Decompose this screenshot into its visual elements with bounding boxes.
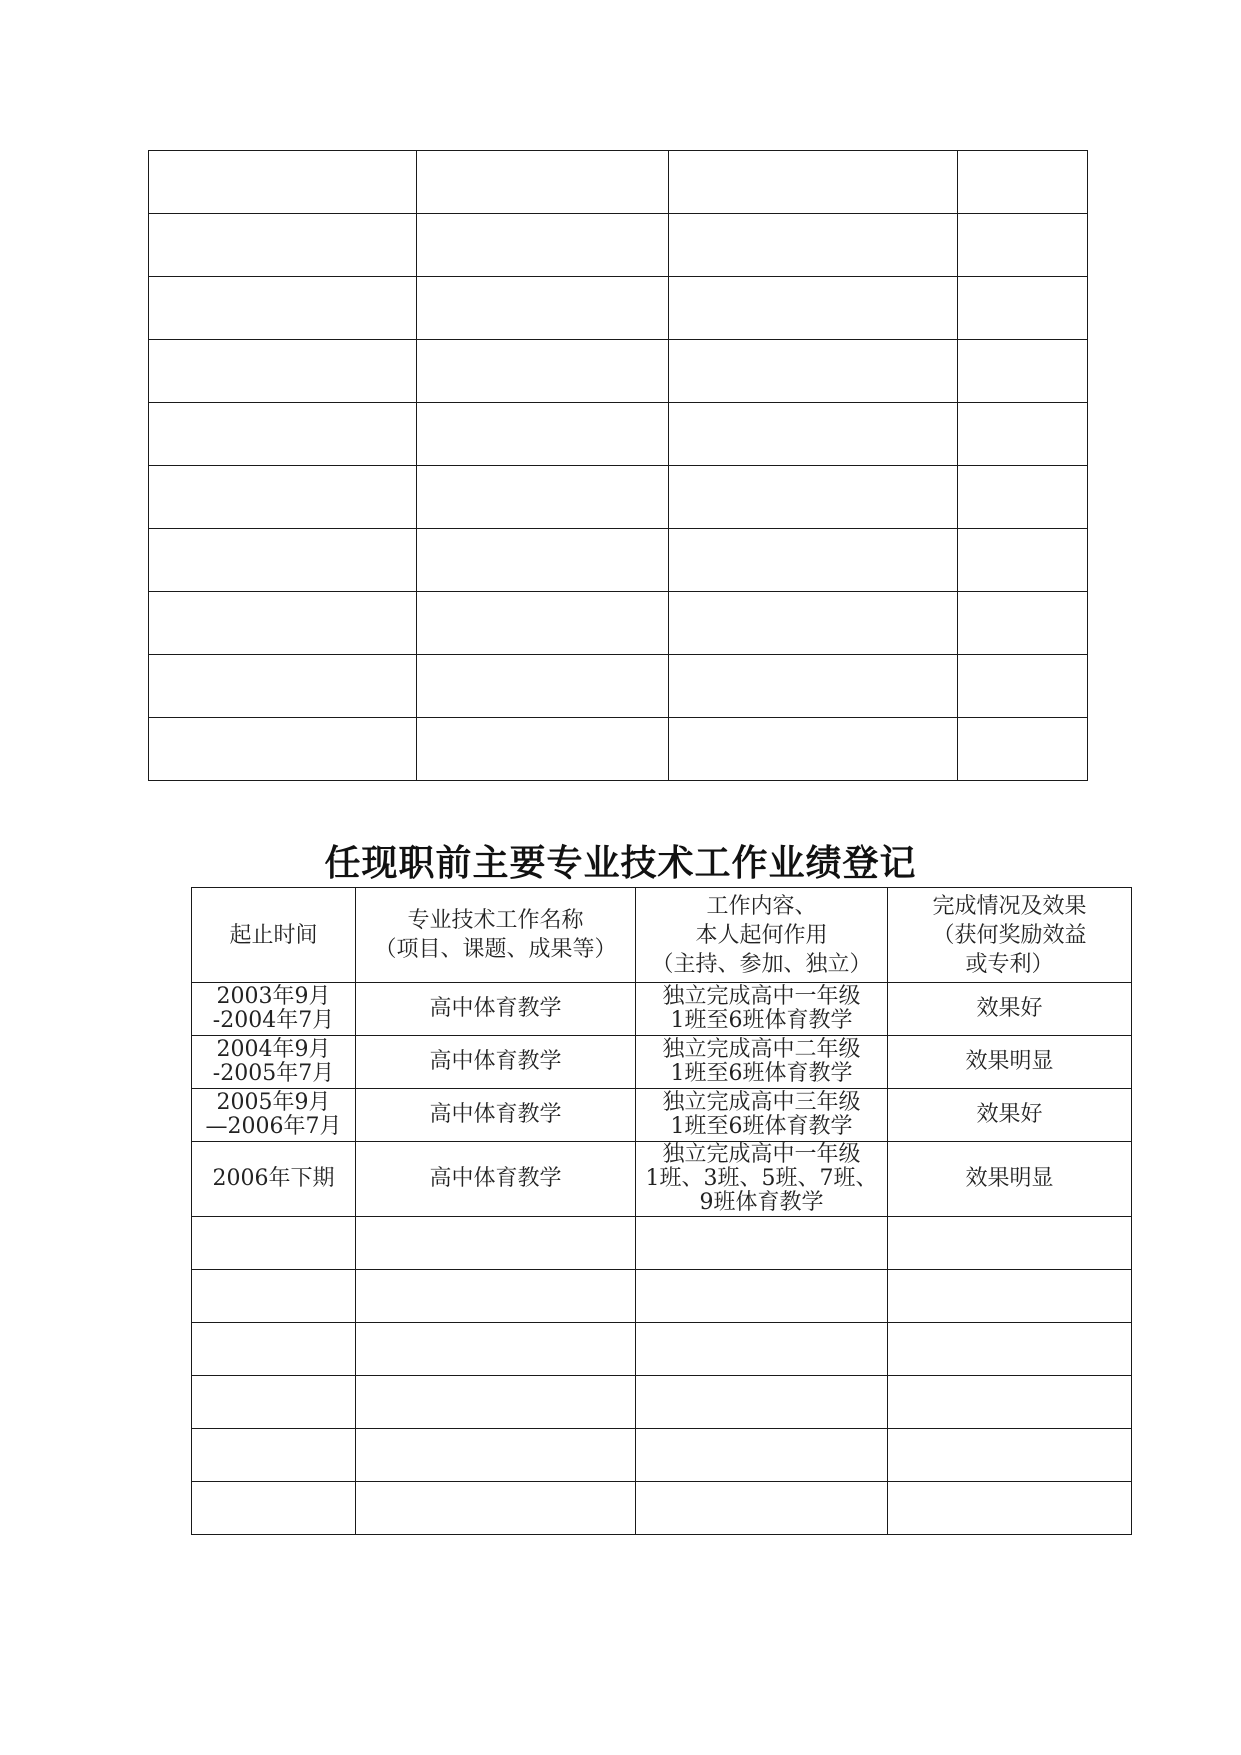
table-cell (888, 1482, 1132, 1535)
table-cell (669, 277, 958, 340)
table-cell (669, 340, 958, 403)
header-line: （主持、参加、独立） (651, 951, 872, 977)
table-cell (958, 151, 1088, 214)
cell-line: 独立完成高中二年级 (662, 1037, 861, 1062)
table-cell (417, 655, 669, 718)
table-cell (636, 1429, 888, 1482)
table-cell (417, 466, 669, 529)
cell-line: 独立完成高中一年级 (662, 984, 861, 1009)
top-blank-table (148, 150, 1088, 781)
table-cell (669, 403, 958, 466)
header-line: 本人起何作用 (695, 922, 828, 948)
table-row (192, 1323, 1132, 1376)
table-header-row (192, 888, 1132, 983)
table-cell (958, 340, 1088, 403)
header-work-name (356, 888, 636, 983)
table-row (149, 340, 1088, 403)
table-cell (149, 466, 417, 529)
table-cell (669, 466, 958, 529)
cell-line: —2006年7月 (205, 1114, 342, 1139)
table-row (192, 983, 1132, 1036)
table-cell (192, 1482, 356, 1535)
table-cell (417, 592, 669, 655)
table-cell (149, 403, 417, 466)
table-cell (636, 1376, 888, 1429)
table-cell (417, 529, 669, 592)
cell-content (636, 1036, 888, 1089)
table-cell (669, 214, 958, 277)
table-row (149, 529, 1088, 592)
table-row (192, 1429, 1132, 1482)
table-cell (356, 1323, 636, 1376)
header-line: 专业技术工作名称 (407, 908, 584, 933)
cell-line: 2005年9月 (216, 1090, 331, 1115)
table-cell (149, 529, 417, 592)
header-line: （项目、课题、成果等） (374, 937, 617, 962)
table-row (149, 718, 1088, 781)
table-cell (958, 214, 1088, 277)
cell-line: -2005年7月 (212, 1061, 335, 1086)
cell-line: 独立完成高中一年级 (662, 1142, 861, 1167)
table-cell (888, 1376, 1132, 1429)
table-cell (636, 1482, 888, 1535)
table-cell (958, 466, 1088, 529)
cell-content (636, 1089, 888, 1142)
cell-result: 效果好 (888, 983, 1132, 1036)
header-line: 完成情况及效果 (932, 893, 1087, 919)
cell-name: 高中体育教学 (356, 983, 636, 1036)
table-cell (888, 1429, 1132, 1482)
table-cell (149, 151, 417, 214)
table-cell (669, 718, 958, 781)
table-cell (636, 1270, 888, 1323)
section-title: 任现职前主要专业技术工作业绩登记 (324, 842, 917, 884)
header-result (888, 888, 1132, 983)
table-row (149, 592, 1088, 655)
table-cell (888, 1217, 1132, 1270)
cell-period (192, 1142, 356, 1217)
table-row (192, 1482, 1132, 1535)
table-cell (149, 592, 417, 655)
table-cell (417, 403, 669, 466)
table-cell (149, 277, 417, 340)
cell-line: 1班、3班、5班、7班、 (645, 1166, 878, 1191)
table-cell (356, 1482, 636, 1535)
cell-line: 2004年9月 (216, 1037, 331, 1062)
table-row (192, 1376, 1132, 1429)
header-line: 或专利） (965, 951, 1054, 977)
table-row (192, 1270, 1132, 1323)
table-cell (149, 340, 417, 403)
table-row (149, 214, 1088, 277)
cell-result: 效果明显 (888, 1142, 1132, 1217)
table-cell (669, 151, 958, 214)
table-cell (958, 277, 1088, 340)
table-cell (888, 1323, 1132, 1376)
table-cell (356, 1376, 636, 1429)
cell-line: 1班至6班体育教学 (670, 1008, 853, 1033)
cell-name: 高中体育教学 (356, 1036, 636, 1089)
table-row (192, 1089, 1132, 1142)
table-cell (417, 340, 669, 403)
table-cell (958, 529, 1088, 592)
table-cell (417, 151, 669, 214)
performance-table (191, 887, 1132, 1535)
header-line: 工作内容、 (706, 893, 817, 919)
table-cell (669, 529, 958, 592)
table-cell (192, 1323, 356, 1376)
table-cell (958, 403, 1088, 466)
table-cell (417, 214, 669, 277)
table-row (149, 403, 1088, 466)
cell-content (636, 1142, 888, 1217)
table-cell (192, 1429, 356, 1482)
table-row (192, 1036, 1132, 1089)
table-cell (417, 277, 669, 340)
header-line: 起止时间 (229, 922, 318, 948)
cell-period (192, 1036, 356, 1089)
table-row (192, 1142, 1132, 1217)
cell-line: 独立完成高中三年级 (662, 1090, 861, 1115)
table-cell (417, 718, 669, 781)
header-work-content (636, 888, 888, 983)
table-cell (636, 1217, 888, 1270)
table-cell (149, 214, 417, 277)
cell-line: 9班体育教学 (699, 1190, 824, 1215)
table-cell (958, 655, 1088, 718)
table-cell (356, 1217, 636, 1270)
table-cell (192, 1270, 356, 1323)
cell-line: 2003年9月 (216, 984, 331, 1009)
table-cell (192, 1217, 356, 1270)
cell-result: 效果好 (888, 1089, 1132, 1142)
cell-line: 1班至6班体育教学 (670, 1114, 853, 1139)
table-cell (669, 592, 958, 655)
cell-content (636, 983, 888, 1036)
cell-name: 高中体育教学 (356, 1089, 636, 1142)
table-cell (356, 1429, 636, 1482)
table-row (149, 151, 1088, 214)
table-cell (356, 1270, 636, 1323)
table-cell (149, 655, 417, 718)
cell-line: -2004年7月 (212, 1008, 335, 1033)
table-cell (669, 655, 958, 718)
table-cell (888, 1270, 1132, 1323)
table-cell (192, 1376, 356, 1429)
table-row (149, 655, 1088, 718)
cell-line: 1班至6班体育教学 (670, 1061, 853, 1086)
table-row (149, 466, 1088, 529)
table-cell (636, 1323, 888, 1376)
cell-line: 2006年下期 (212, 1166, 335, 1191)
header-period (192, 888, 356, 983)
table-cell (958, 718, 1088, 781)
cell-result: 效果明显 (888, 1036, 1132, 1089)
table-cell (149, 718, 417, 781)
cell-period (192, 1089, 356, 1142)
table-row (192, 1217, 1132, 1270)
table-row (149, 277, 1088, 340)
table-cell (958, 592, 1088, 655)
cell-name: 高中体育教学 (356, 1142, 636, 1217)
header-line: （获何奖励效益 (932, 922, 1087, 948)
cell-period (192, 983, 356, 1036)
